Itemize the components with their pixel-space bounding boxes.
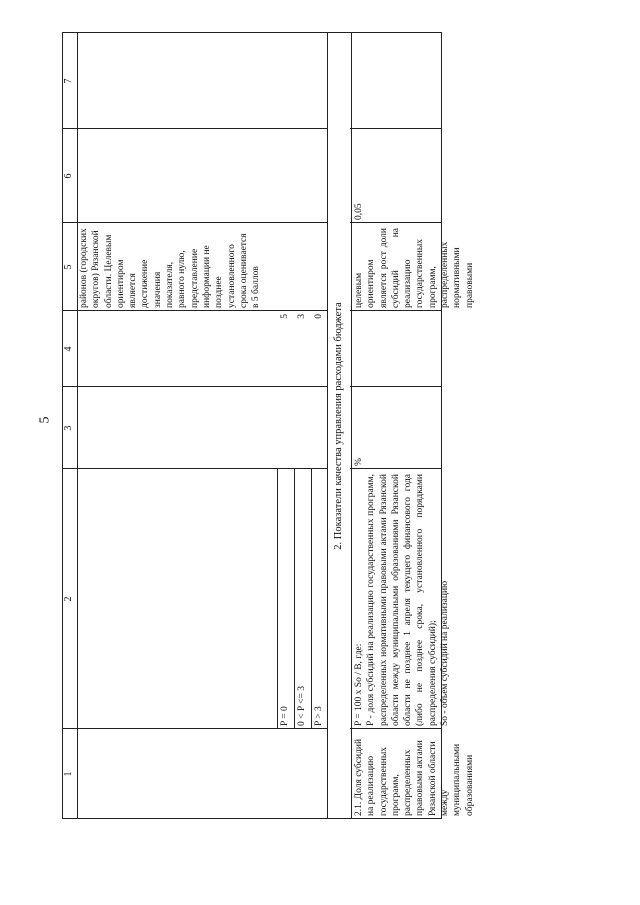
section-title: 2. Показатели качества управления расходами бюджета xyxy=(333,302,344,550)
header-col-1: 1 xyxy=(63,771,74,777)
header-col-7: 7 xyxy=(63,78,74,84)
r21-col1: 2.1. Доля субсидий на реализацию государственных программ, распределенных правовыми актами Рязанской области между муниципальными образованиями xyxy=(354,738,475,816)
rotated-table xyxy=(62,32,475,819)
r21-col3-unit: % xyxy=(354,458,364,466)
s1-row-cond: P > 3 xyxy=(314,706,324,726)
r21-col5: целевым ориентиром является рост доли субсидий на реализацию государственных программ, распределенных нормативными правовыми xyxy=(354,228,475,308)
s1-row-score: 3 xyxy=(297,314,307,319)
r21-col6: 0,05 xyxy=(354,203,364,220)
s1-row-cond: 0 < P <= 3 xyxy=(297,685,307,726)
s1-row-cond: P = 0 xyxy=(280,706,290,726)
s1-row-score: 0 xyxy=(314,314,324,319)
r21-col2-desc: P - доля субсидий на реализацию государственных программ, распределенных нормативными правовыми актами Рязанской области между муниципальными образованиями Рязанской области не позднее 1 апреля текущего финансового года (либо не позднее срока, установленного порядками распределения субсидий); xyxy=(366,474,438,726)
r21-col2-formula: P = 100 x So / B, где: xyxy=(354,643,364,726)
header-col-6: 6 xyxy=(63,173,74,179)
r21-col2-desc2: So - объем субсидий на реализацию xyxy=(440,580,451,726)
header-col-4: 4 xyxy=(63,346,74,352)
s1-row-score: 5 xyxy=(280,314,290,319)
header-col-2: 2 xyxy=(63,596,74,602)
page-number: 5 xyxy=(37,416,53,424)
header-col-3: 3 xyxy=(63,425,74,431)
s1-col5-text: районов (городских округов) Рязанской области. Целевым ориентиром является достижение значения показателя, равного нулю, представление информации не позднее установленного срока оценивается в 5 баллов xyxy=(79,228,262,308)
header-col-5: 5 xyxy=(63,264,74,270)
